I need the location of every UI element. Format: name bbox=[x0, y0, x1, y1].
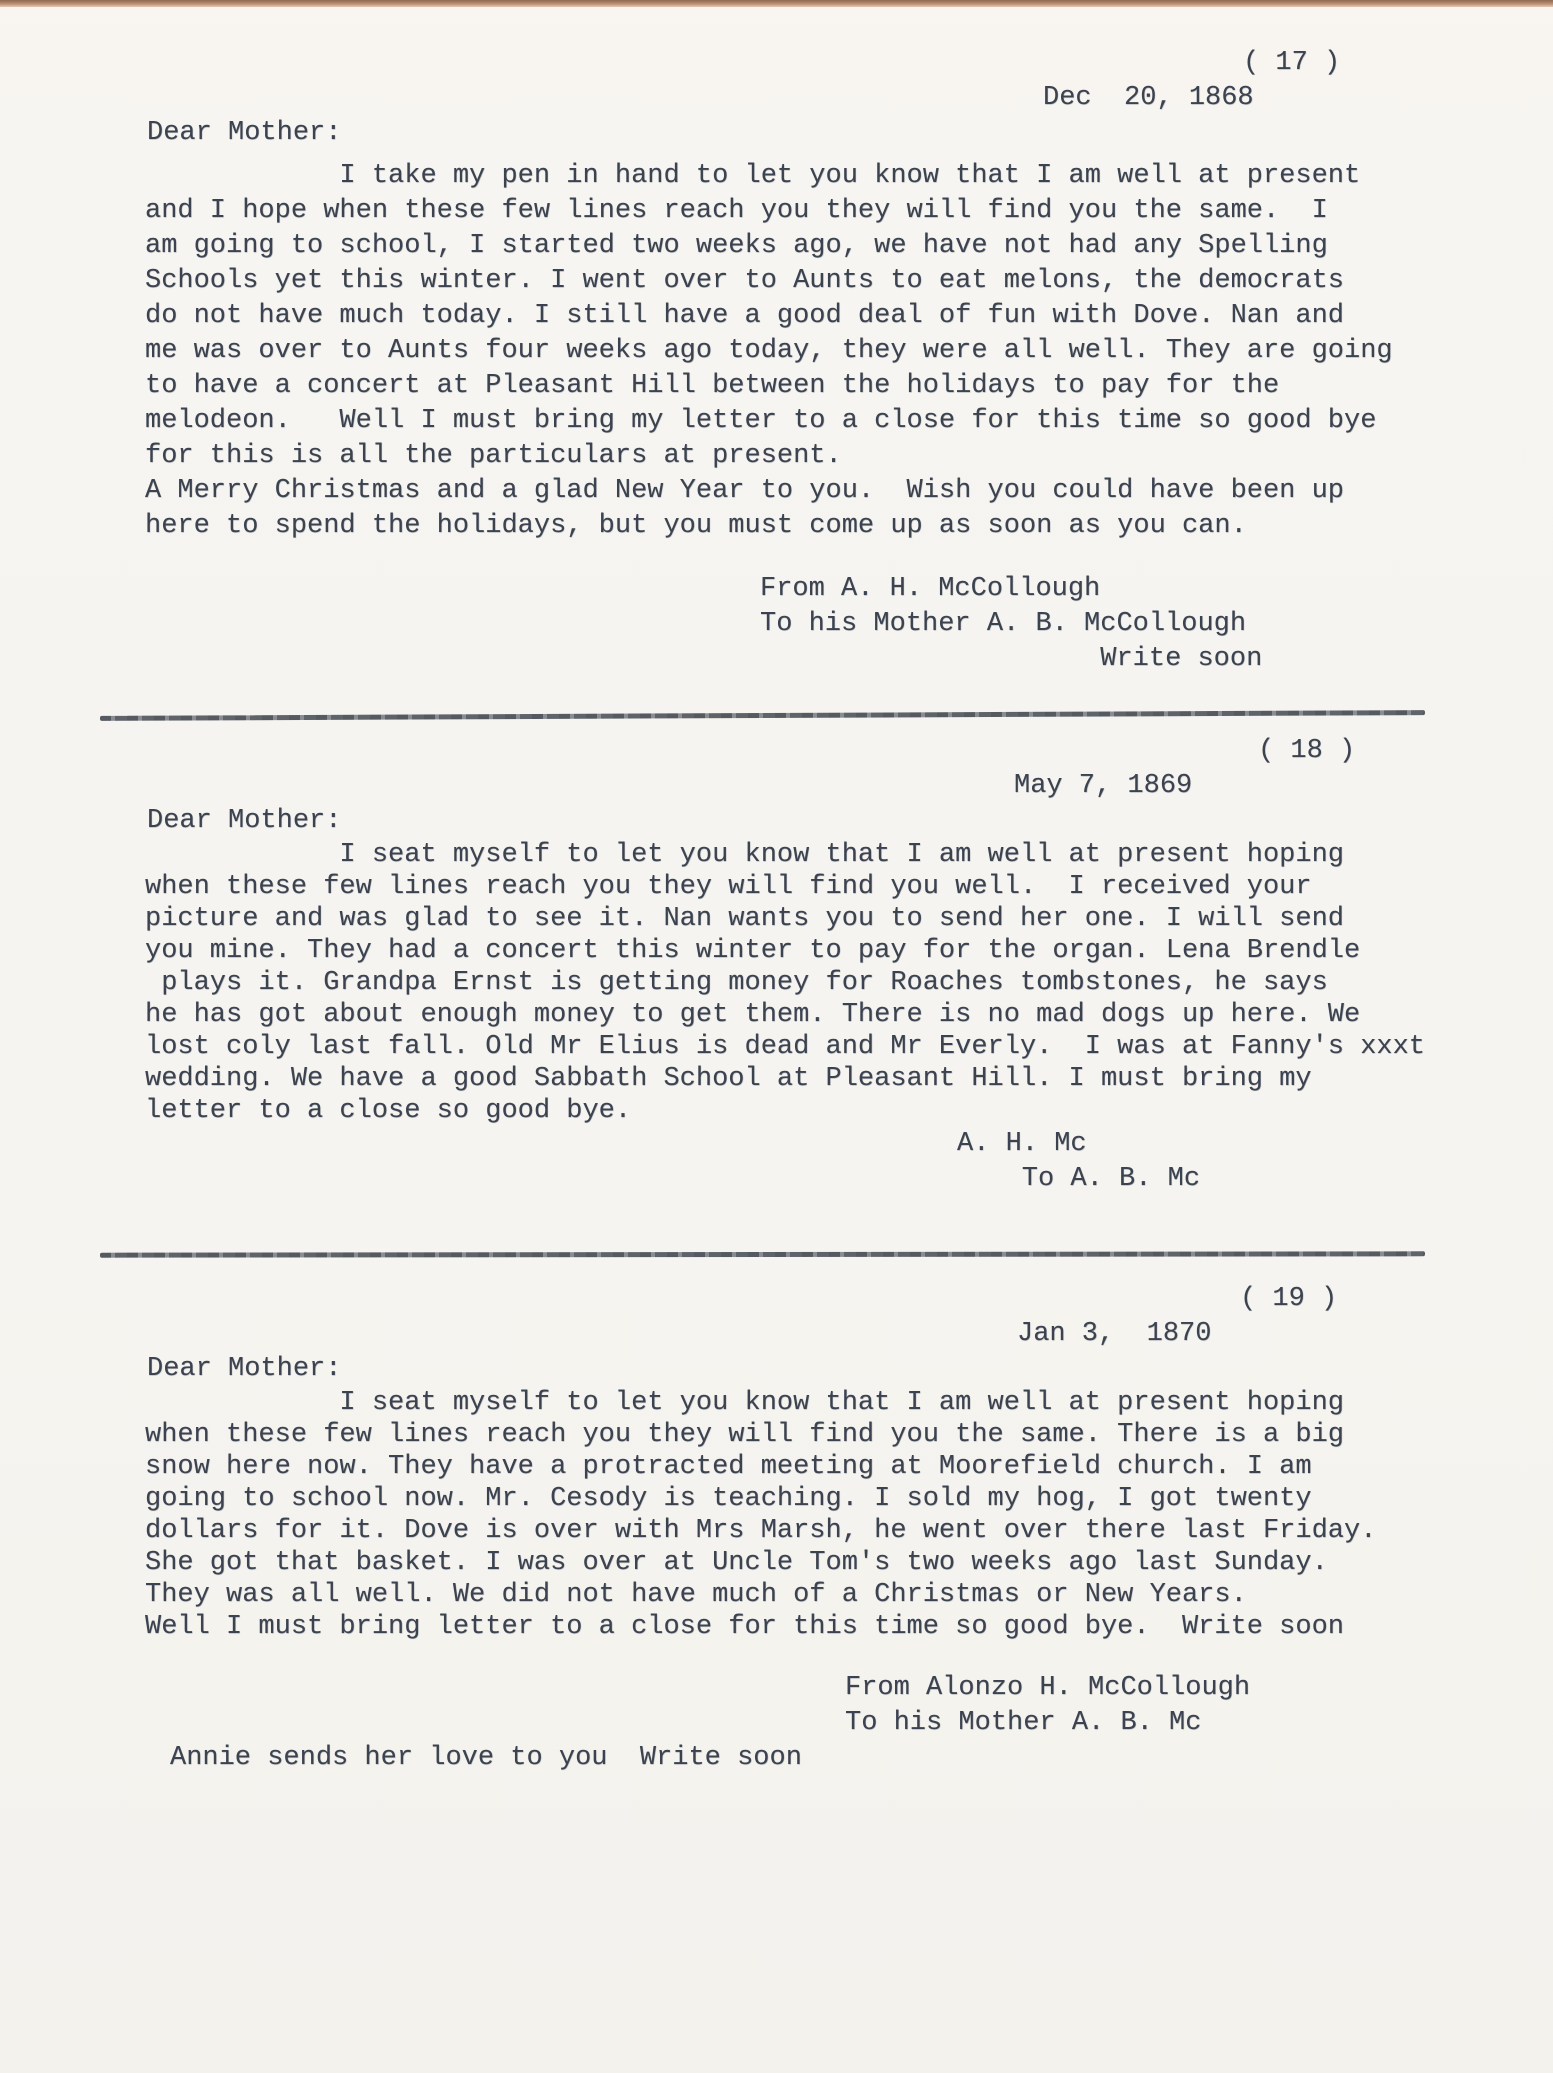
section-divider bbox=[100, 710, 1425, 721]
salutation: Dear Mother: bbox=[147, 806, 342, 836]
letter-date: Dec 20, 1868 bbox=[1043, 83, 1254, 113]
signature-line: To his Mother A. B. Mc bbox=[845, 1708, 1202, 1738]
letter-body bbox=[145, 1387, 1553, 1643]
body-line: letter to a close so good bye. bbox=[145, 1096, 632, 1126]
body-line: snow here now. They have a protracted meeting at Moorefield church. I am bbox=[145, 1452, 1312, 1482]
page-number: ( 18 ) bbox=[1258, 736, 1356, 766]
body-line: me was over to Aunts four weeks ago today, they were all well. They are going bbox=[145, 336, 1393, 366]
body-line: for this is all the particulars at present. bbox=[145, 441, 842, 471]
body-line: going to school now. Mr. Cesody is teaching. I sold my hog, I got twenty bbox=[145, 1484, 1312, 1514]
body-line: here to spend the holidays, but you must come up as soon as you can. bbox=[145, 511, 1247, 541]
body-line: They was all well. We did not have much of a Christmas or New Years. bbox=[145, 1580, 1247, 1610]
body-line: lost coly last fall. Old Mr Elius is dead and Mr Everly. I was at Fanny's xxxt bbox=[145, 1032, 1426, 1062]
body-line: I seat myself to let you know that I am well at present hoping bbox=[145, 840, 1344, 870]
body-line: he has got about enough money to get them. There is no mad dogs up here. We bbox=[145, 1000, 1361, 1030]
body-line: dollars for it. Dove is over with Mrs Marsh, he went over there last Friday. bbox=[145, 1516, 1377, 1546]
salutation: Dear Mother: bbox=[147, 1354, 342, 1384]
letter-date: Jan 3, 1870 bbox=[1017, 1319, 1212, 1349]
salutation: Dear Mother: bbox=[147, 118, 342, 148]
body-line: picture and was glad to see it. Nan wants you to send her one. I will send bbox=[145, 904, 1344, 934]
scan-top-edge bbox=[0, 0, 1553, 7]
signature-line: Write soon bbox=[760, 644, 1263, 674]
body-line: Schools yet this winter. I went over to Aunts to eat melons, the democrats bbox=[145, 266, 1344, 296]
letter-date: May 7, 1869 bbox=[1014, 771, 1193, 801]
body-line: you mine. They had a concert this winter to pay for the organ. Lena Brendle bbox=[145, 936, 1361, 966]
signature-line: A. H. Mc bbox=[957, 1129, 1087, 1159]
signature-line: From A. H. McCollough bbox=[760, 574, 1101, 604]
letter-body bbox=[145, 839, 1553, 1127]
letter-section-18 bbox=[0, 734, 1553, 1197]
body-line: A Merry Christmas and a glad New Year to you. Wish you could have been up bbox=[145, 476, 1344, 506]
body-line: do not have much today. I still have a good deal of fun with Dove. Nan and bbox=[145, 301, 1344, 331]
signature-block bbox=[845, 1671, 1553, 1741]
body-line: She got that basket. I was over at Uncle Tom's two weeks ago last Sunday. bbox=[145, 1548, 1328, 1578]
letter-body bbox=[145, 159, 1553, 544]
body-line: I take my pen in hand to let you know that I am well at present bbox=[145, 161, 1361, 191]
body-line: Well I must bring letter to a close for this time so good bye. Write soon bbox=[145, 1612, 1344, 1642]
signature-line: From Alonzo H. McCollough bbox=[845, 1673, 1251, 1703]
body-line: plays it. Grandpa Ernst is getting money for Roaches tombstones, he says bbox=[145, 968, 1328, 998]
body-line: melodeon. Well I must bring my letter to a close for this time so good bye bbox=[145, 406, 1377, 436]
body-line: wedding. We have a good Sabbath School at Pleasant Hill. I must bring my bbox=[145, 1064, 1312, 1094]
letter-section-17 bbox=[0, 46, 1553, 677]
section-divider bbox=[100, 1251, 1425, 1257]
body-line: and I hope when these few lines reach you they will find you the same. I bbox=[145, 196, 1328, 226]
body-line: to have a concert at Pleasant Hill between the holidays to pay for the bbox=[145, 371, 1280, 401]
signature-line: To A. B. Mc bbox=[957, 1164, 1201, 1194]
postscript-note: Annie sends her love to you Write soon bbox=[170, 1743, 802, 1773]
body-line: when these few lines reach you they will find you well. I received your bbox=[145, 872, 1312, 902]
signature-block bbox=[760, 572, 1553, 677]
body-line: am going to school, I started two weeks ago, we have not had any Spelling bbox=[145, 231, 1328, 261]
body-line: I seat myself to let you know that I am well at present hoping bbox=[145, 1388, 1344, 1418]
letter-section-19 bbox=[0, 1282, 1553, 1776]
signature-line: To his Mother A. B. McCollough bbox=[760, 609, 1247, 639]
signature-block bbox=[957, 1127, 1553, 1197]
page-number: ( 17 ) bbox=[1243, 48, 1341, 78]
page-number: ( 19 ) bbox=[1240, 1284, 1338, 1314]
body-line: when these few lines reach you they will find you the same. There is a big bbox=[145, 1420, 1344, 1450]
